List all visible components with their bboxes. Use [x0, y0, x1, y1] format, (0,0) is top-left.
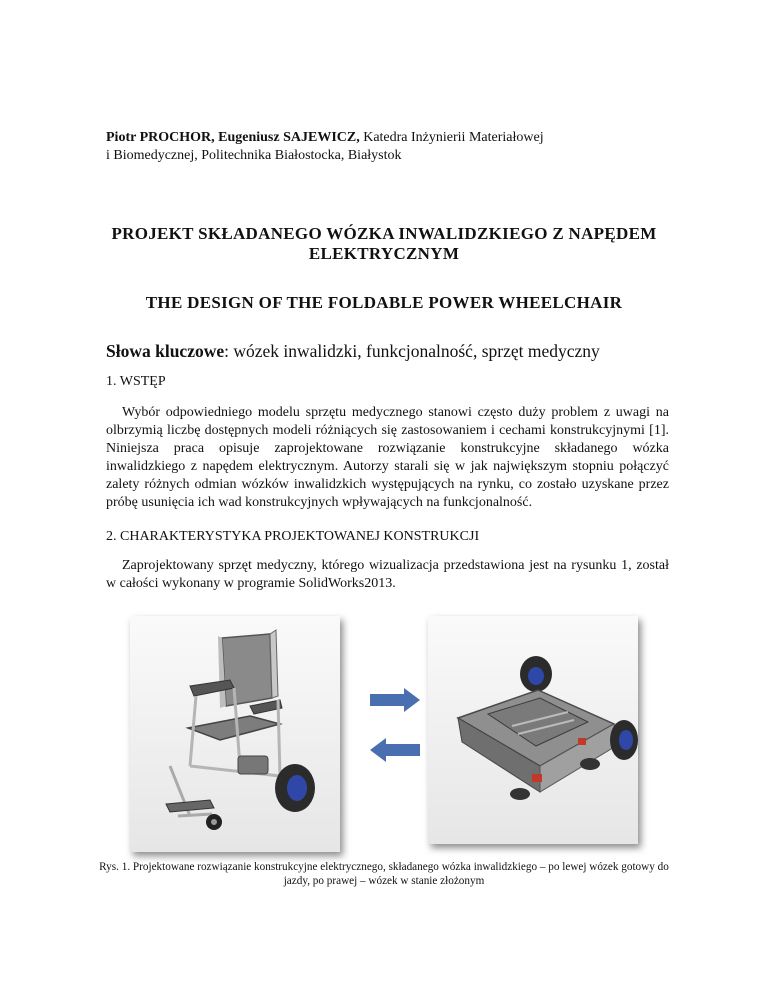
author-names: Piotr PROCHOR, Eugeniusz SAJEWICZ,: [106, 130, 360, 145]
figure-wheelchair-unfolded: [130, 616, 340, 852]
affiliation-line-2: i Biomedycznej, Politechnika Białostocka, Białystok: [106, 148, 402, 163]
keywords-text: : wózek inwalidzki, funkcjonalność, sprzęt medyczny: [224, 341, 600, 361]
figure-caption: Rys. 1. Projektowane rozwiązanie konstrukcyjne elektrycznego, składanego wózka inwalidzkiego – po lewej wózek gotowy do jazdy, po prawej – wózek w stanie złożonym: [99, 861, 669, 887]
title-polish: PROJEKT SKŁADANEGO WÓZKA INWALIDZKIEGO Z NAPĘDEM ELEKTRYCZNYM: [111, 224, 657, 263]
section-body-characteristics: Zaprojektowany sprzęt medyczny, którego wizualizacja przedstawiona jest na rysunku 1, został w całości wykonany w programie SolidWorks2013.: [106, 558, 669, 592]
section-heading-introduction: 1. WSTĘP: [106, 374, 166, 389]
arrow-right-icon: [370, 688, 420, 712]
wheelchair-folded-illustration: [428, 616, 638, 844]
section-heading-characteristics: 2. CHARAKTERYSTYKA PROJEKTOWANEJ KONSTRUKCJI: [106, 529, 480, 544]
keywords-line: [106, 340, 686, 362]
title-english: THE DESIGN OF THE FOLDABLE POWER WHEELCHAIR: [145, 293, 623, 312]
affiliation-line-1: Katedra Inżynierii Materiałowej: [359, 130, 544, 145]
section-body-introduction: Wybór odpowiedniego modelu sprzętu medycznego stanowi często duży problem z uwagi na olbrzymią liczbę dostępnych modeli różniących się zastosowaniem i cechami konstrukcyjnymi [1]. Niniejsza praca opisuje zaprojektowane rozwiązanie konstrukcyjne składanego wózka inwalidzkiego z napędem elektrycznym. Autorzy starali się w jak największym stopniu połączyć zalety różnych odmian wózków inwalidzkich występujących na rynku, co zostało uzyskane przez próbę usunięcia ich wad konstrukcyjnych wpływających na funkcjonalność.: [106, 405, 669, 511]
fold-unfold-arrows: [368, 688, 422, 768]
arrow-left-icon: [370, 738, 420, 762]
figure-wheelchair-folded: [428, 616, 638, 844]
wheelchair-unfolded-illustration: [130, 616, 340, 852]
keywords-label: Słowa kluczowe: [106, 341, 225, 361]
author-block: [106, 129, 666, 165]
